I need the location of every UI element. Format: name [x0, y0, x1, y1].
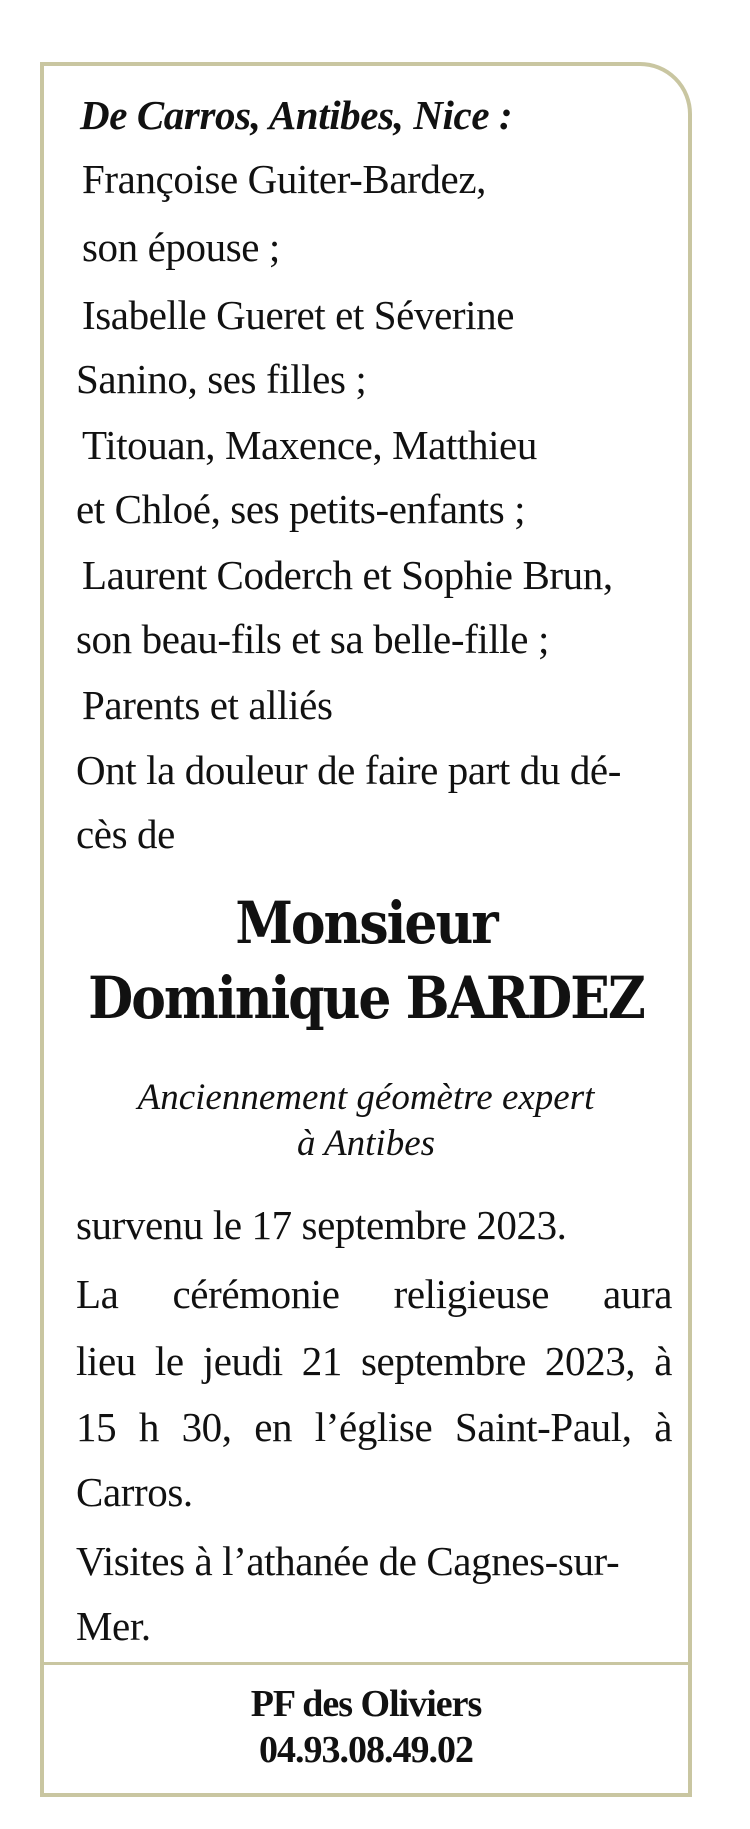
family-line: Isabelle Gueret et Séverine: [82, 292, 515, 338]
visits-line: Visites à l’athanée de Cagnes-sur-: [76, 1538, 620, 1584]
intro-line: De Carros, Antibes, Nice :: [80, 92, 513, 138]
visits-line: Mer.: [76, 1603, 151, 1649]
family-line: Parents et alliés: [82, 682, 333, 728]
deceased-title: Monsieur: [235, 889, 497, 958]
announcement-line: Ont la douleur de faire part du dé-: [76, 747, 621, 793]
family-line: son beau-fils et sa belle-fille ;: [76, 616, 549, 662]
family-line: Titouan, Maxence, Matthieu: [82, 422, 537, 468]
footer-divider: [44, 1662, 688, 1665]
ceremony-line: La cérémonie religieuse aura: [76, 1271, 672, 1317]
ceremony-line: Carros.: [76, 1469, 193, 1515]
deceased-name: Dominique BARDEZ: [88, 964, 644, 1033]
family-line: son épouse ;: [82, 224, 280, 270]
family-line: Sanino, ses filles ;: [76, 356, 367, 402]
deceased-role: Anciennement géomètre expert: [137, 1077, 595, 1118]
deceased-location: à Antibes: [296, 1123, 436, 1164]
announcement-line: cès de: [76, 811, 175, 857]
family-line: Françoise Guiter-Bardez,: [82, 156, 486, 202]
ceremony-line: 15 h 30, en l’église Saint-Paul, à: [76, 1404, 672, 1450]
date-of-death-line: survenu le 17 septembre 2023.: [76, 1202, 567, 1248]
ceremony-line: lieu le jeudi 21 septembre 2023, à: [76, 1338, 672, 1384]
family-line: et Chloé, ses petits-enfants ;: [76, 486, 526, 532]
family-line: Laurent Coderch et Sophie Brun,: [82, 552, 613, 598]
funeral-home-name: PF des Oliviers: [250, 1683, 482, 1725]
funeral-home-phone: 04.93.08.49.02: [259, 1729, 473, 1771]
